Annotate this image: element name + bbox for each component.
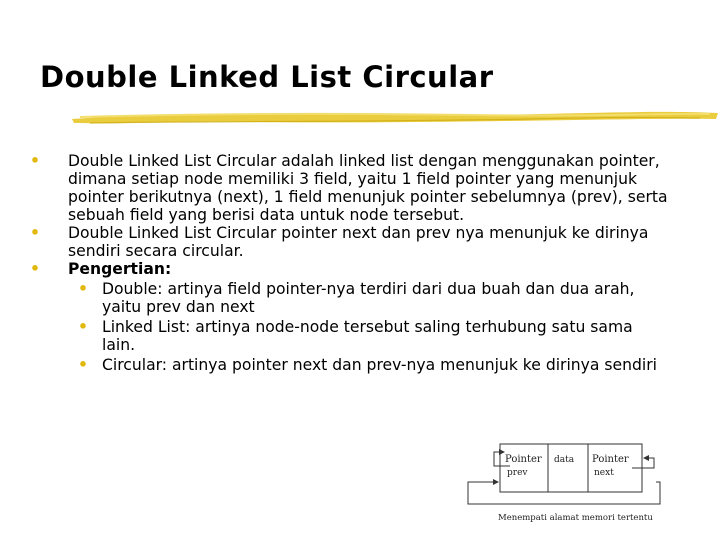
diagram-caption: Menempati alamat memori tertentu (498, 513, 653, 523)
bullet-item (30, 152, 670, 224)
sub-bullet-text: Circular: artinya pointer next dan prev-nya menunjuk ke dirinya sendiri (102, 356, 658, 374)
cell-prev-sub: prev (507, 468, 528, 478)
bullet-item (30, 224, 670, 260)
bullet-marker: • (30, 260, 40, 278)
cell-next-title: Pointer (592, 454, 629, 465)
sub-bullet-item (30, 356, 662, 374)
bullet-marker: • (30, 152, 40, 170)
bullet-marker: • (78, 280, 88, 298)
bullet-text: Double Linked List Circular adalah linked list dengan menggunakan pointer, dimana setiap node memiliki 3 field, yaitu 1 field pointer yang menunjuk pointer berikutnya (next), 1 field menunjuk pointer sebelumnya (prev), serta sebuah field yang berisi data untuk node tersebut. (68, 152, 668, 224)
bullet-item (30, 260, 670, 278)
cell-next-sub: next (594, 468, 614, 478)
node-diagram (462, 438, 672, 528)
bullet-marker: • (30, 224, 40, 242)
cell-data: data (554, 455, 575, 465)
bullet-text: Double Linked List Circular pointer next dan prev nya menunjuk ke dirinya sendiri secara circular. (68, 224, 649, 260)
bullet-marker: • (78, 356, 88, 374)
bullet-marker: • (78, 318, 88, 336)
sub-bullet-text: Double: artinya field pointer-nya terdiri dari dua buah dan dua arah, yaitu prev dan next (102, 280, 635, 316)
sub-bullet-text: Linked List: artinya node-node tersebut saling terhubung satu sama lain. (102, 318, 633, 354)
title-underline (70, 103, 720, 131)
slide-title: Double Linked List Circular (40, 60, 494, 94)
bullet-text: Pengertian: (68, 260, 172, 278)
sub-bullet-item (30, 280, 662, 316)
cell-prev-title: Pointer (505, 454, 542, 465)
slide-content (30, 152, 670, 374)
sub-bullet-list (30, 280, 670, 374)
sub-bullet-item (30, 318, 662, 354)
